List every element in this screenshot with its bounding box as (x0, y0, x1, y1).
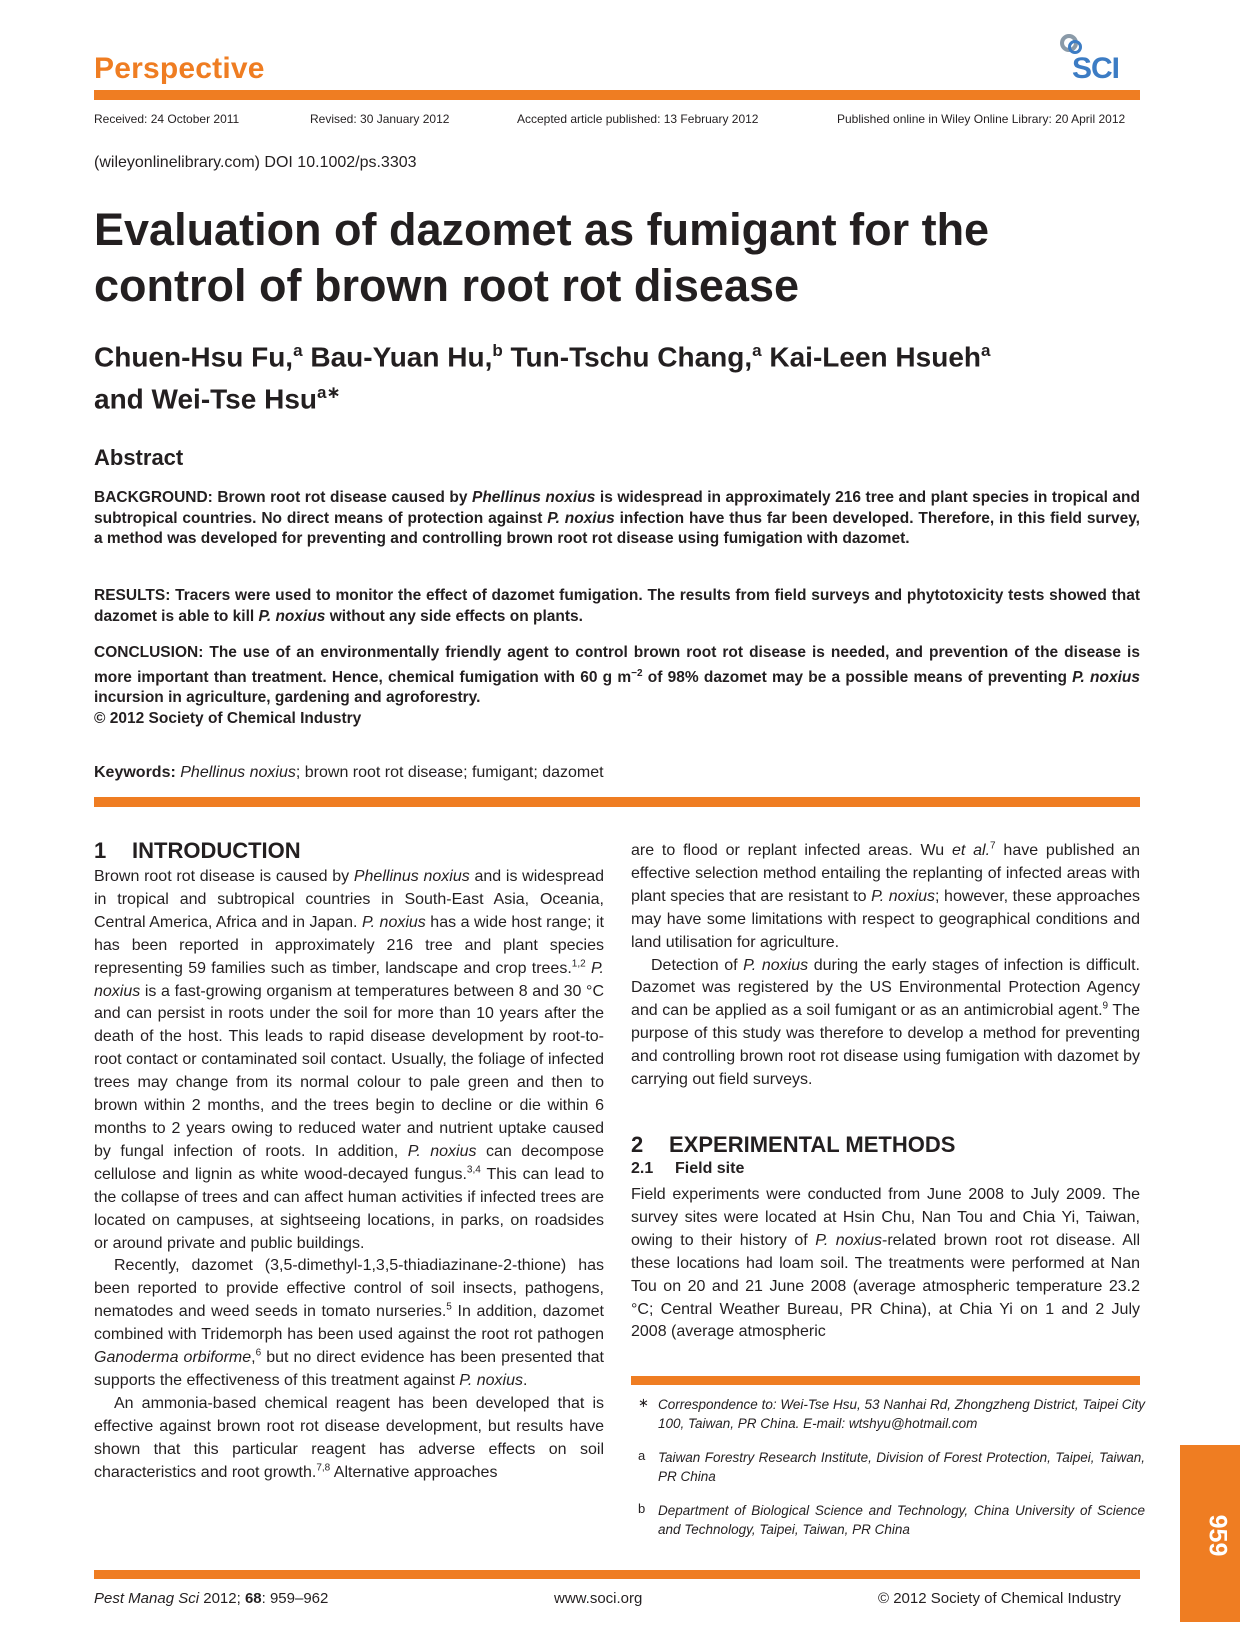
footer-citation (94, 1590, 328, 1607)
author-name: Kai-Leen Hsueh (769, 341, 981, 373)
conclusion-text: incursion in agriculture, gardening and agroforestry. (94, 689, 481, 707)
author-list (94, 333, 1134, 418)
journal-name: Pest Manag Sci (94, 1590, 200, 1607)
conclusion-label: CONCLUSION: (94, 644, 204, 661)
author-affiliation: a (293, 341, 303, 360)
title-line-1: Evaluation of dazomet as fumigant for the (94, 204, 990, 255)
citation-ref[interactable]: 7,8 (316, 1462, 331, 1474)
page-number: 959 (1203, 1514, 1232, 1557)
footer-year: 2012; (199, 1590, 245, 1607)
keyword-term: Phellinus noxius (180, 764, 296, 781)
abstract-rule (94, 797, 1140, 807)
results-label: RESULTS: (94, 587, 171, 604)
citation-ref[interactable]: 6 (255, 1347, 262, 1359)
citation-ref[interactable]: 5 (446, 1301, 452, 1313)
results-text: without any side effects on plants. (325, 607, 583, 625)
author-name: Tun-Tschu Chang, (510, 341, 753, 373)
sci-logo (1058, 30, 1142, 86)
accepted-date: Accepted article published: 13 February 2012 (517, 112, 759, 126)
page-range: : 959–962 (261, 1590, 329, 1607)
footer-rule (94, 1570, 1140, 1579)
author-affiliation: a (981, 341, 991, 360)
section-label: Perspective (94, 52, 265, 85)
species-name: P. noxius (547, 509, 615, 527)
citation-ref[interactable]: 3,4 (466, 1164, 481, 1176)
logo-text: SCI (1072, 52, 1120, 85)
intro-body-continued (631, 840, 1140, 1092)
intro-heading (94, 838, 604, 864)
citation-ref[interactable]: 7 (990, 840, 996, 852)
subsection-number: 2.1 (631, 1160, 654, 1177)
methods-paragraph-1: Field experiments were conducted from June 2008 to July 2009. The survey sites were located at Hsin Chu, Nan Tou and Chia Yi, Taiwan, owing to their history of P. noxius-related brown root rot disease. All these locations had loam soil. The treatments were performed at Nan Tou on 20 and 21 June 2008 (average atmospheric temperature 23.2 °C; Central Weather Bureau, PR China), at Chia Yi on 1 and 2 July 2008 (average atmospheric (631, 1186, 1141, 1341)
abstract-heading: Abstract (94, 445, 184, 470)
author-name: Bau-Yuan Hu, (310, 341, 493, 373)
intro-paragraph-1: Brown root rot disease is caused by Phellinus noxius and is widespread in tropical and subtropical countries in South-East Asia, Oceania, Central America, Africa and in Japan. P. noxius has a wide host range; it has been reported in approximately 216 tree and plant species representing 59 families such as timber, landscape and crop trees.$^{1,2}$ P. noxius is a fast-growing organism at temperatures between 8 and 30 °C and can persist in roots under the soil for more than 10 years after the death of the host. This leads to rapid disease development by root-to-root contact or contaminated soil contact. Usually, the foliage of infected trees may change from its normal colour to pale green and then to brown within 2 months, and the trees begin to decline or die within 6 months to 2 years owing to reduced water and nutrient uptake caused by fungal infection of roots. In addition, P. noxius can decompose cellulose and lignin as white wood-decayed fungus.$^{3,4}$ This can lead to the collapse of trees and can affect human activities if infected trees are located on campuses, at sightseeing locations, in parks, on roadsides or around private and public buildings. (94, 868, 605, 1252)
results-text: Tracers were used to monitor the effect of dazomet fumigation. The results from field surveys and phytotoxicity tests showed that dazomet is able to kill (94, 587, 1140, 625)
keyword-terms: ; brown root rot disease; fumigant; dazomet (295, 764, 604, 781)
volume-number: 68 (244, 1590, 262, 1607)
species-name: P. noxius (1072, 668, 1140, 686)
page-number-tab (1180, 1445, 1240, 1622)
species-name: P. noxius (258, 607, 326, 625)
intro-body (94, 866, 604, 1484)
author-name: Chuen-Hsu Fu, (94, 341, 294, 373)
footnote-text: Department of Biological Science and Technology, China University of Science and Technology, Taipei, Taiwan, PR China (658, 1503, 1145, 1537)
footnote-mark: ∗ (638, 1395, 649, 1410)
unit-superscript: −2 (631, 667, 643, 679)
published-date: Published online in Wiley Online Library: 20 April 2012 (837, 112, 1126, 126)
background-text: is widespread in approximately 216 tree and plant species in tropical and subtropical countries. No direct means of protection against (94, 489, 1140, 527)
background-text: Brown root rot disease caused by (212, 489, 472, 506)
citation-ref[interactable]: 9 (1102, 1001, 1109, 1013)
article-title (94, 202, 1134, 314)
section-title: INTRODUCTION (132, 838, 301, 863)
abstract-results (94, 586, 1140, 627)
methods-body (631, 1184, 1140, 1344)
field-site-heading (631, 1160, 1140, 1178)
doi-line[interactable]: (wileyonlinelibrary.com) DOI 10.1002/ps.3303 (94, 154, 417, 171)
keywords-line (94, 764, 604, 782)
intro-paragraph-2: Recently, dazomet (3,5-dimethyl-1,3,5-thiadiazinane-2-thione) has been reported to provide effective control of soil insects, pathogens, nematodes and weed seeds in tomato nurseries.$^5$ In addition, dazomet combined with Tridemorph has been used against the root rot pathogen Ganoderma orbiforme,$^6$ but no direct evidence has been presented that supports the effectiveness of this treatment against P. noxius. (94, 1257, 605, 1389)
header-rule (94, 90, 1140, 100)
footer-website[interactable]: www.soci.org (554, 1590, 643, 1607)
intro-paragraph-5: Detection of P. noxius during the early stages of infection is difficult. Dazomet was registered by the US Environmental Protection Agency and can be applied as a soil fumigant or as an antimicrobial agent.$^9$ The purpose of this study was therefore to develop a method for preventing and controlling brown root rot disease using fumigation with dazomet by carrying out field surveys. (631, 956, 1141, 1089)
methods-heading (631, 1132, 1140, 1158)
abstract-conclusion (94, 643, 1140, 730)
received-date: Received: 24 October 2011 (94, 112, 240, 126)
abstract-background (94, 488, 1140, 550)
footnote-text: Correspondence to: Wei-Tse Hsu, 53 Nanhai Rd, Zhongzheng District, Taipei City 100, Taiwan, PR China. E-mail: wtshyu@hotmail.com (658, 1397, 1145, 1431)
author-affiliation: a∗ (317, 383, 341, 403)
subsection-title: Field site (675, 1160, 745, 1177)
conclusion-text: The use of an environmentally friendly agent to control brown root rot disease is needed, and prevention of the disease is more important than treatment. Hence, chemical fumigation with 60 g m (94, 644, 1140, 686)
revised-date: Revised: 30 January 2012 (310, 112, 450, 126)
conclusion-text: of 98% dazomet may be a possible means of preventing (642, 668, 1073, 686)
footnote-text: Taiwan Forestry Research Institute, Division of Forest Protection, Taipei, Taiwan, PR China (658, 1450, 1145, 1484)
background-label: BACKGROUND: (94, 489, 213, 506)
footnote-mark: a (638, 1448, 646, 1463)
section-number: 2 (631, 1132, 644, 1157)
section-title: EXPERIMENTAL METHODS (669, 1132, 956, 1157)
keywords-label: Keywords: (94, 764, 176, 781)
intro-paragraph-3: An ammonia-based chemical reagent has been developed that is effective against brown root rot disease development, but results have shown that this particular reagent has adverse effects on soil characteristics and root growth.$^{7,8}$ Alternative approaches (94, 1394, 604, 1481)
footer-copyright: © 2012 Society of Chemical Industry (878, 1590, 1121, 1607)
author-affiliation: b (492, 341, 503, 360)
footnote-rule (631, 1376, 1140, 1385)
abstract-copyright: © 2012 Society of Chemical Industry (94, 709, 362, 727)
title-line-2: control of brown root rot disease (94, 260, 800, 311)
intro-paragraph-4: are to flood or replant infected areas. Wu et al.$^7$ have published an effective selection method entailing the replanting of infected areas with plant species that are resistant to P. noxius; however, these approaches may have some limitations with respect to geographical conditions and land utilisation for agriculture. (631, 840, 1141, 951)
species-name: Phellinus noxius (471, 489, 596, 506)
author-affiliation: a (752, 341, 762, 360)
citation-ref[interactable]: 1,2 (571, 958, 586, 970)
section-number: 1 (94, 838, 107, 863)
author-name: and Wei-Tse Hsu (94, 383, 318, 415)
footnote-mark: b (638, 1501, 646, 1516)
background-text: infection have thus far been developed. Therefore, in this field survey, a method was developed for preventing and controlling brown root rot disease using fumigation with dazomet. (94, 509, 1140, 548)
